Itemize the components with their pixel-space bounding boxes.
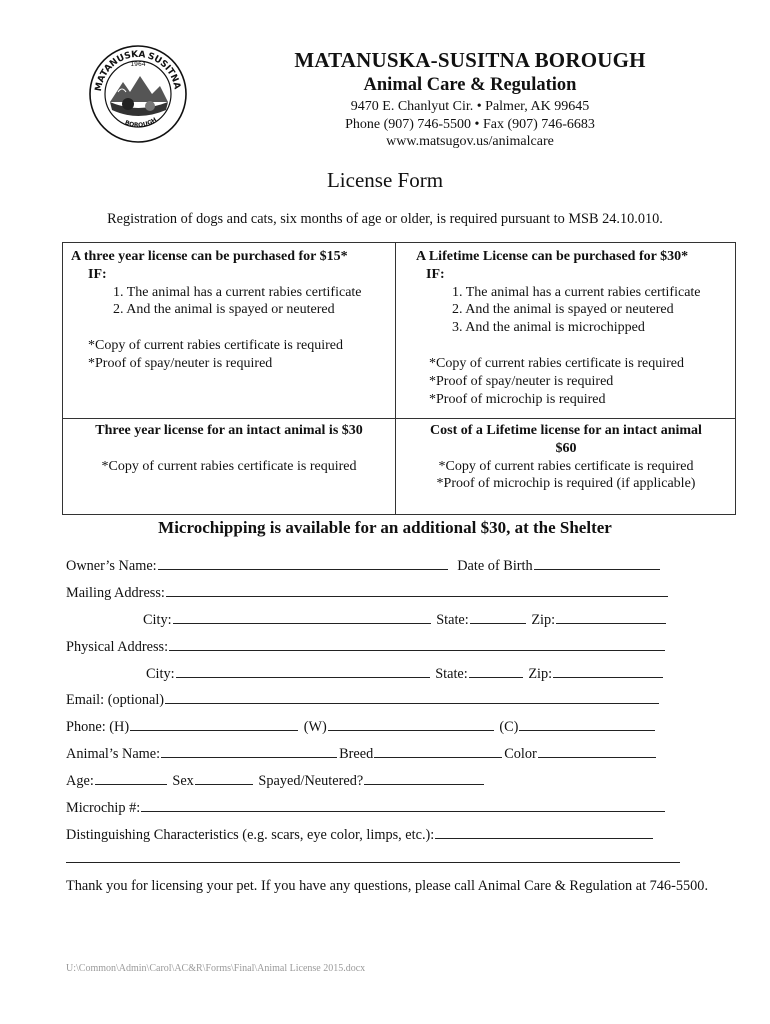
animal-row [66,744,658,763]
seal-ring-top: MATANUSKA [93,49,146,93]
address: 9470 E. Chanlyut Cir. • Palmer, AK 99645 [350,99,590,114]
physical-state-line[interactable] [469,664,523,678]
lifetime-note: *Proof of spay/neuter is required [429,373,614,389]
animals-name-label: Animal’s Name: [66,746,161,762]
borough-seal-logo [88,44,188,144]
microchip-label: Microchip #: [66,800,141,816]
phone-fax: Phone (907) 746-5500 • Fax (907) 746-6683 [345,116,595,132]
mailing-address-line[interactable] [166,583,668,597]
intact-lifetime-note: *Copy of current rabies certificate is required [438,458,694,474]
phone-home-line[interactable] [130,717,298,731]
file-path-footer: U:\Common\Admin\Carol\AC&R\Forms\Final\Animal License 2015.docx [66,963,366,974]
color-line[interactable] [538,744,656,758]
owner-row [66,556,662,575]
intact-lifetime-price: $60 [555,440,577,456]
state-label: State: [436,612,469,628]
three-year-title: A three year license can be purchased for $15* [71,249,348,264]
microchip-note: Microchipping is available for an additional $30, at the Shelter [158,518,612,537]
contact-block [190,98,750,151]
lifetime-item: 2. And the animal is spayed or neutered [452,302,674,318]
color-label: Color [504,746,537,762]
org-name: MATANUSKA-SUSITNA BOROUGH [294,48,646,72]
intact-lifetime-title: Cost of a Lifetime license for an intact animal [430,423,702,438]
intact-three-title: Three year license for an intact animal is $30 [95,423,363,438]
phone-work-label: (W) [303,719,327,735]
seal-year: 1964 [130,61,146,68]
mailing-city-line[interactable] [173,610,431,624]
physical-row [66,637,667,656]
email-line[interactable] [165,690,659,704]
phone-home-label: Phone: (H) [66,719,130,735]
spayed-line[interactable] [364,771,484,785]
seal-ring-bottom: BOROUGH [123,116,159,129]
three-year-note: *Proof of spay/neuter is required [88,355,273,371]
owners-name-line[interactable] [158,556,448,570]
mailing-address-label: Mailing Address: [66,585,165,601]
microchip-line[interactable] [141,798,665,812]
microchip-row [66,798,667,817]
city-label: City: [143,612,172,628]
physical-city-line[interactable] [176,664,430,678]
lifetime-note: *Copy of current rabies certificate is required [429,355,685,371]
three-year-note: *Copy of current rabies certificate is required [88,338,344,354]
license-options-table [62,242,736,515]
svg-text:BOROUGH [124,116,158,129]
form-title: License Form [326,168,444,192]
intact-three-year-box [63,422,395,476]
email-row [66,690,661,709]
spayed-label: Spayed/Neutered? [258,773,364,789]
physical-address-line[interactable] [169,637,665,651]
age-row [66,771,486,790]
distinguishing-extra-line[interactable] [66,862,680,863]
animals-name-line[interactable] [161,744,337,758]
breed-label: Breed [339,746,374,762]
lifetime-if: IF: [426,266,445,282]
owners-name-label: Owner’s Name: [66,558,157,574]
mailing-state-line[interactable] [470,610,526,624]
physical-address-label: Physical Address: [66,639,169,655]
three-year-if: IF: [88,266,107,282]
intact-lifetime-note: *Proof of microchip is required (if applicable) [436,476,696,492]
thanks-note: Thank you for licensing your pet. If you have any questions, please call Animal Care & Regulation at 746-5500. [66,878,709,894]
dob-line[interactable] [534,556,660,570]
lifetime-title: A Lifetime License can be purchased for $30* [416,249,689,264]
zip-label: Zip: [528,666,553,682]
phone-work-line[interactable] [328,717,494,731]
physical-city-row [146,664,665,683]
sex-label: Sex [172,773,194,789]
distinguishing-row [66,825,655,844]
age-label: Age: [66,773,94,789]
age-line[interactable] [95,771,167,785]
three-year-item: 2. And the animal is spayed or neutered [113,302,335,318]
phone-cell-label: (C) [499,719,519,735]
website: www.matsugov.us/animalcare [386,134,554,149]
intact-lifetime-box [396,422,736,493]
physical-zip-line[interactable] [553,664,663,678]
mailing-row [66,583,670,602]
mailing-city-row [143,610,668,629]
registration-note: Registration of dogs and cats, six months of age or older, is required pursuant to MSB 24.10.010. [107,211,663,227]
lifetime-license-box [404,248,730,408]
distinguishing-label: Distinguishing Characteristics (e.g. scars, eye color, limps, etc.): [66,827,435,843]
email-label: Email: (optional) [66,692,165,708]
svg-text:SUSITNA [146,51,182,90]
sex-line[interactable] [195,771,253,785]
zip-label: Zip: [531,612,556,628]
breed-line[interactable] [374,744,502,758]
mailing-zip-line[interactable] [556,610,666,624]
three-year-item: 1. The animal has a current rabies certificate [113,284,362,300]
state-label: State: [435,666,468,682]
lifetime-note: *Proof of microchip is required [429,391,606,407]
phone-cell-line[interactable] [519,717,655,731]
department-name: Animal Care & Regulation [363,75,577,95]
distinguishing-line[interactable] [435,825,653,839]
lifetime-item: 3. And the animal is microchipped [452,320,645,336]
dob-label: Date of Birth [457,558,533,574]
intact-three-note: *Copy of current rabies certificate is required [101,458,357,474]
phone-row [66,717,657,736]
three-year-license-box [71,248,389,373]
city-label: City: [146,666,175,682]
lifetime-item: 1. The animal has a current rabies certificate [452,284,701,300]
seal-ring-right: SUSITNA [146,51,182,91]
